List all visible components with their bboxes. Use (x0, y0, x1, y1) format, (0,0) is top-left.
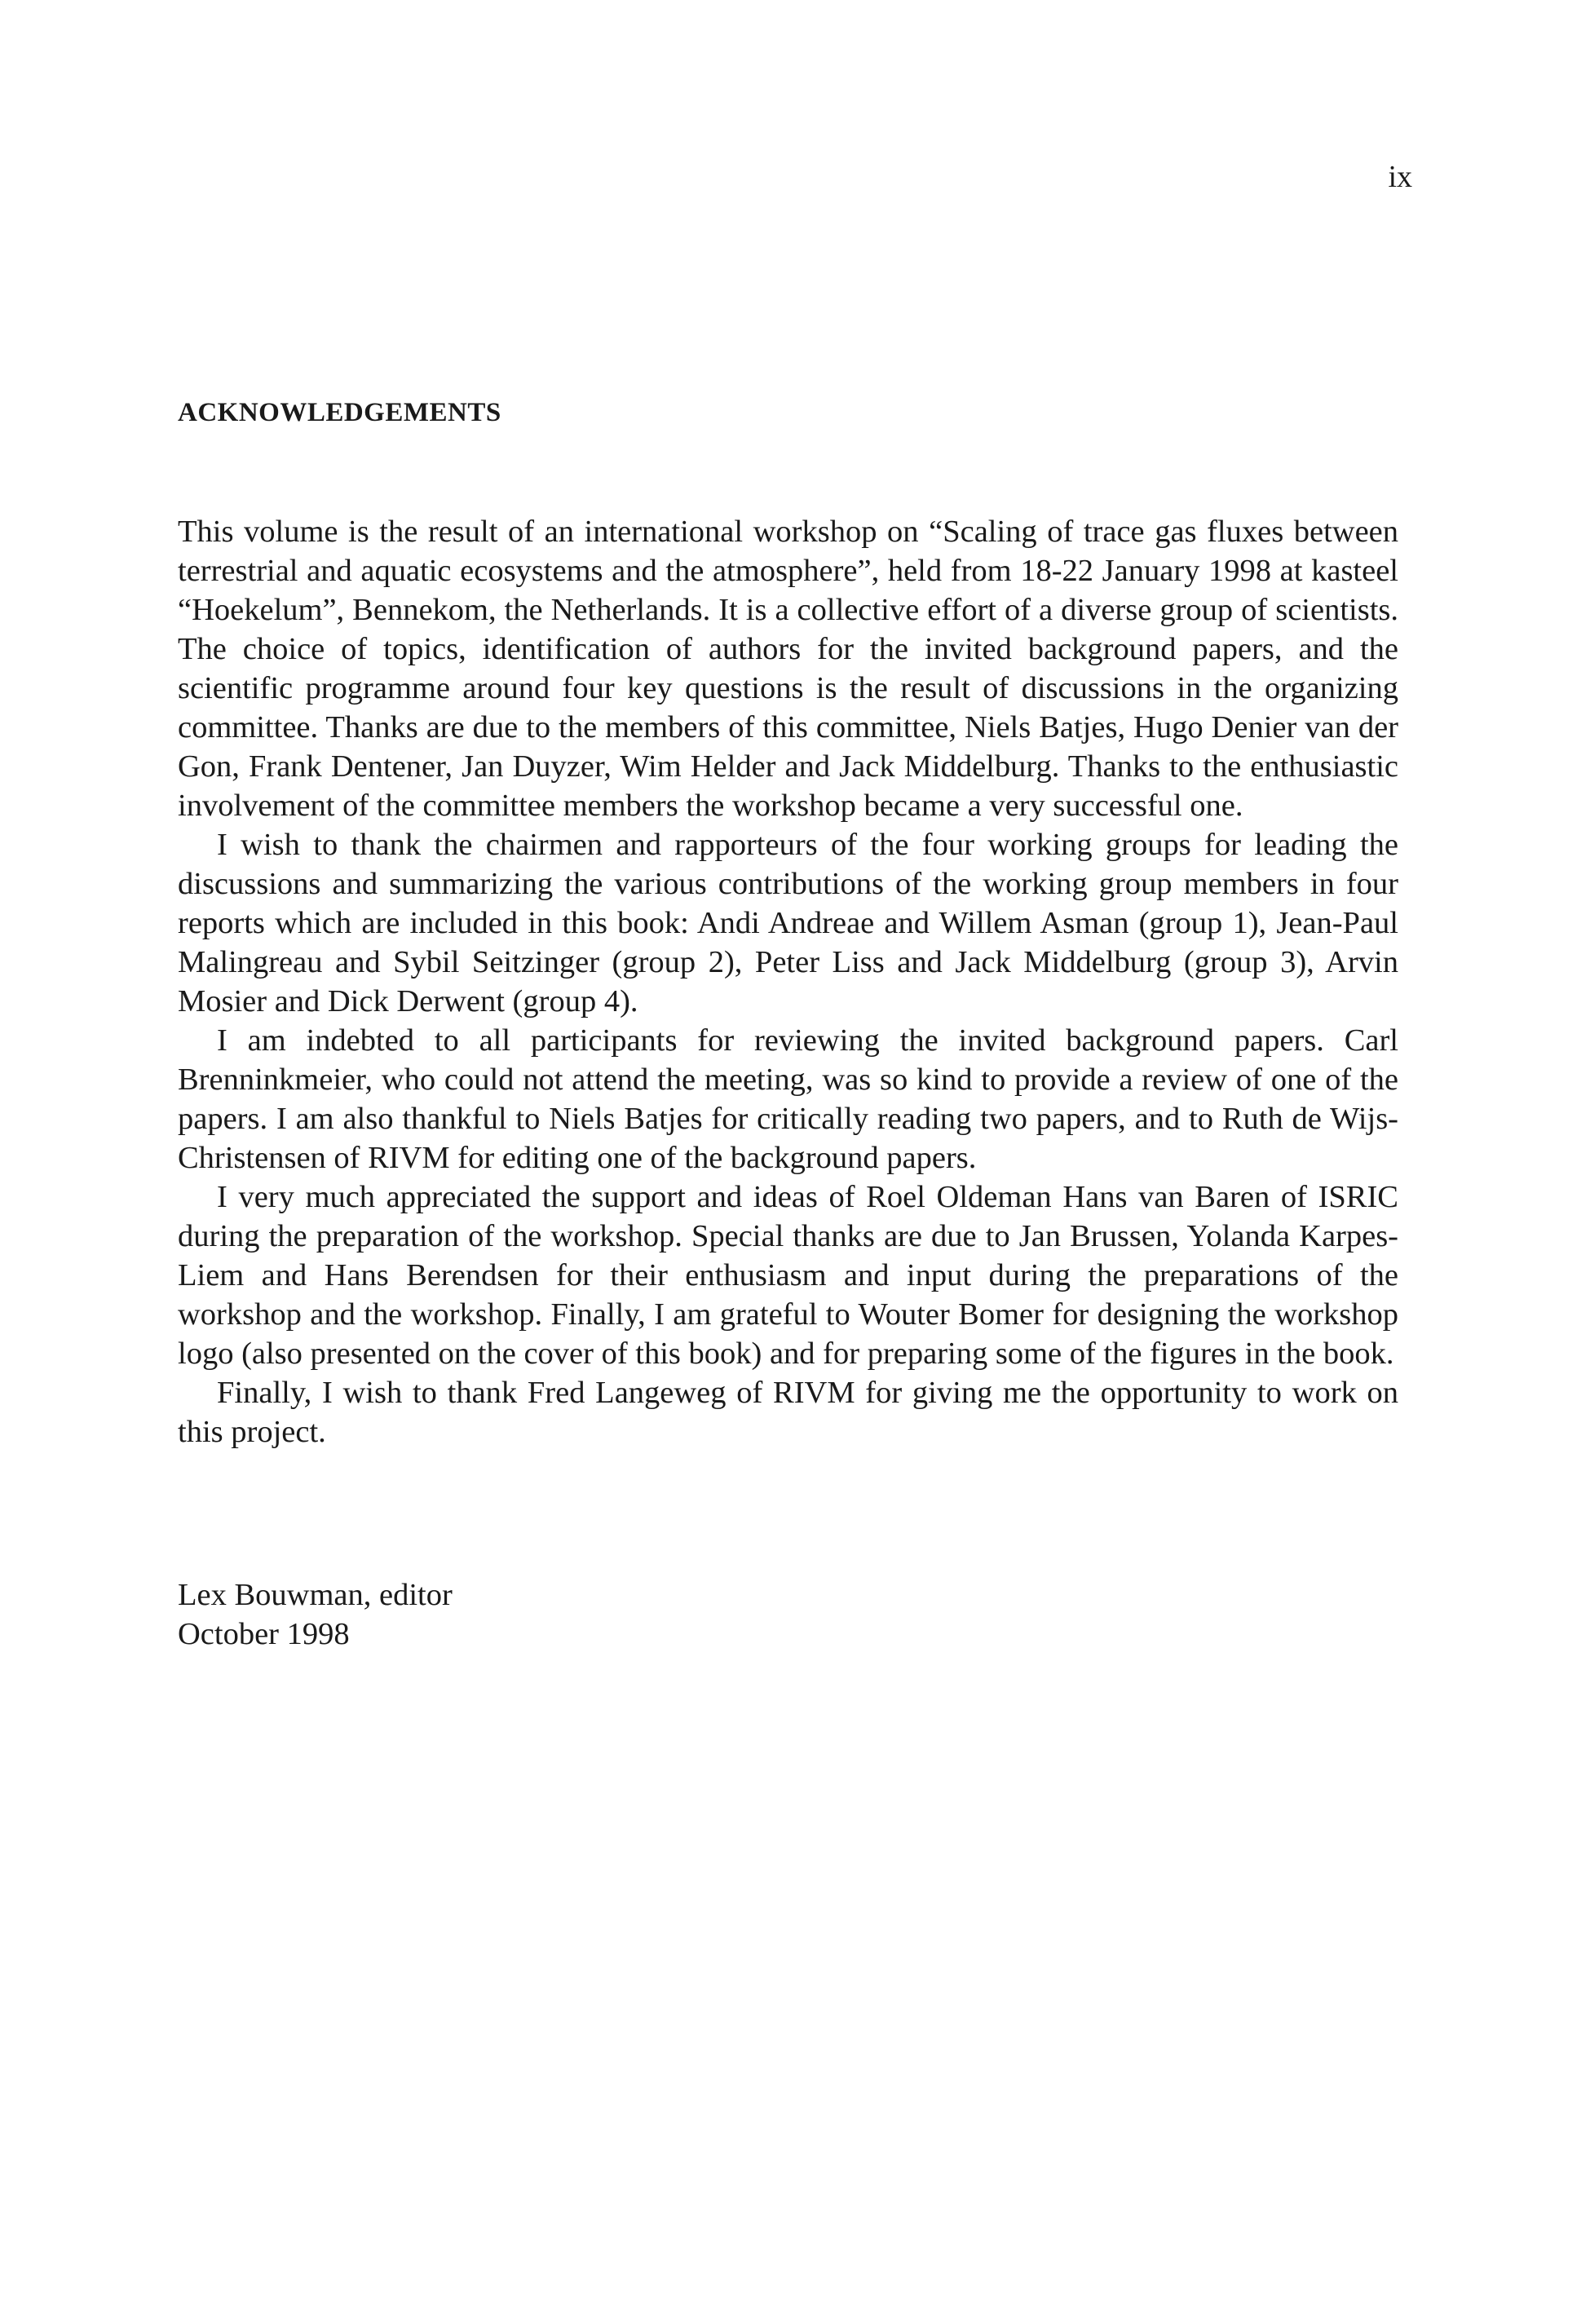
paragraph-2: I wish to thank the chairmen and rapporteurs of the four working groups for leading the discussions and summarizing the various contributions of the working group members in four reports which are included in this book: Andi Andreae and Willem Asman (group 1), Jean-Paul Malingreau and Sybil Seitzinger (group 2), Peter Liss and Jack Middelburg (group 3), Arvin Mosier and Dick Derwent (group 4). (178, 828, 1398, 1018)
paragraph-3: I am indebted to all participants for reviewing the invited background papers. Carl Brenninkmeier, who could not attend the meeting, was so kind to provide a review of one of the papers. I am also thankful to Niels Batjes for critically reading two papers, and to Ruth de Wijs-Christensen of RIVM for editing one of the background papers. (178, 1023, 1398, 1175)
signature-name: Lex Bouwman, editor (178, 1578, 453, 1612)
paragraph-1: This volume is the result of an international workshop on “Scaling of trace gas fluxes between terrestrial and aquatic ecosystems and the atmosphere”, held from 18-22 January 1998 at kasteel “Hoekelum”, Bennekom, the Netherlands. It is a collective effort of a diverse group of scientists. The choice of topics, identification of authors for the invited background papers, and the scientific programme around four key questions is the result of discussions in the organizing committee. Thanks are due to the members of this committee, Niels Batjes, Hugo Denier van der Gon, Frank Dentener, Jan Duyzer, Wim Helder and Jack Middelburg. Thanks to the enthusiastic involvement of the committee members the workshop became a very successful one. (178, 515, 1398, 823)
paragraph-5: Finally, I wish to thank Fred Langeweg of RIVM for giving me the opportunity to work on this project. (178, 1376, 1398, 1449)
acknowledgements-body (178, 512, 1398, 1451)
section-heading: ACKNOWLEDGEMENTS (178, 398, 501, 427)
signature-date: October 1998 (178, 1617, 350, 1651)
paragraph-4: I very much appreciated the support and ideas of Roel Oldeman Hans van Baren of ISRIC during the preparation of the workshop. Special thanks are due to Jan Brussen, Yolanda Karpes-Liem and Hans Berendsen for their enthusiasm and input during the preparations of the workshop and the workshop. Finally, I am grateful to Wouter Bomer for designing the workshop logo (also presented on the cover of this book) and for preparing some of the figures in the book. (178, 1180, 1398, 1371)
page-number: ix (1388, 160, 1412, 194)
signature-block (178, 1575, 453, 1654)
